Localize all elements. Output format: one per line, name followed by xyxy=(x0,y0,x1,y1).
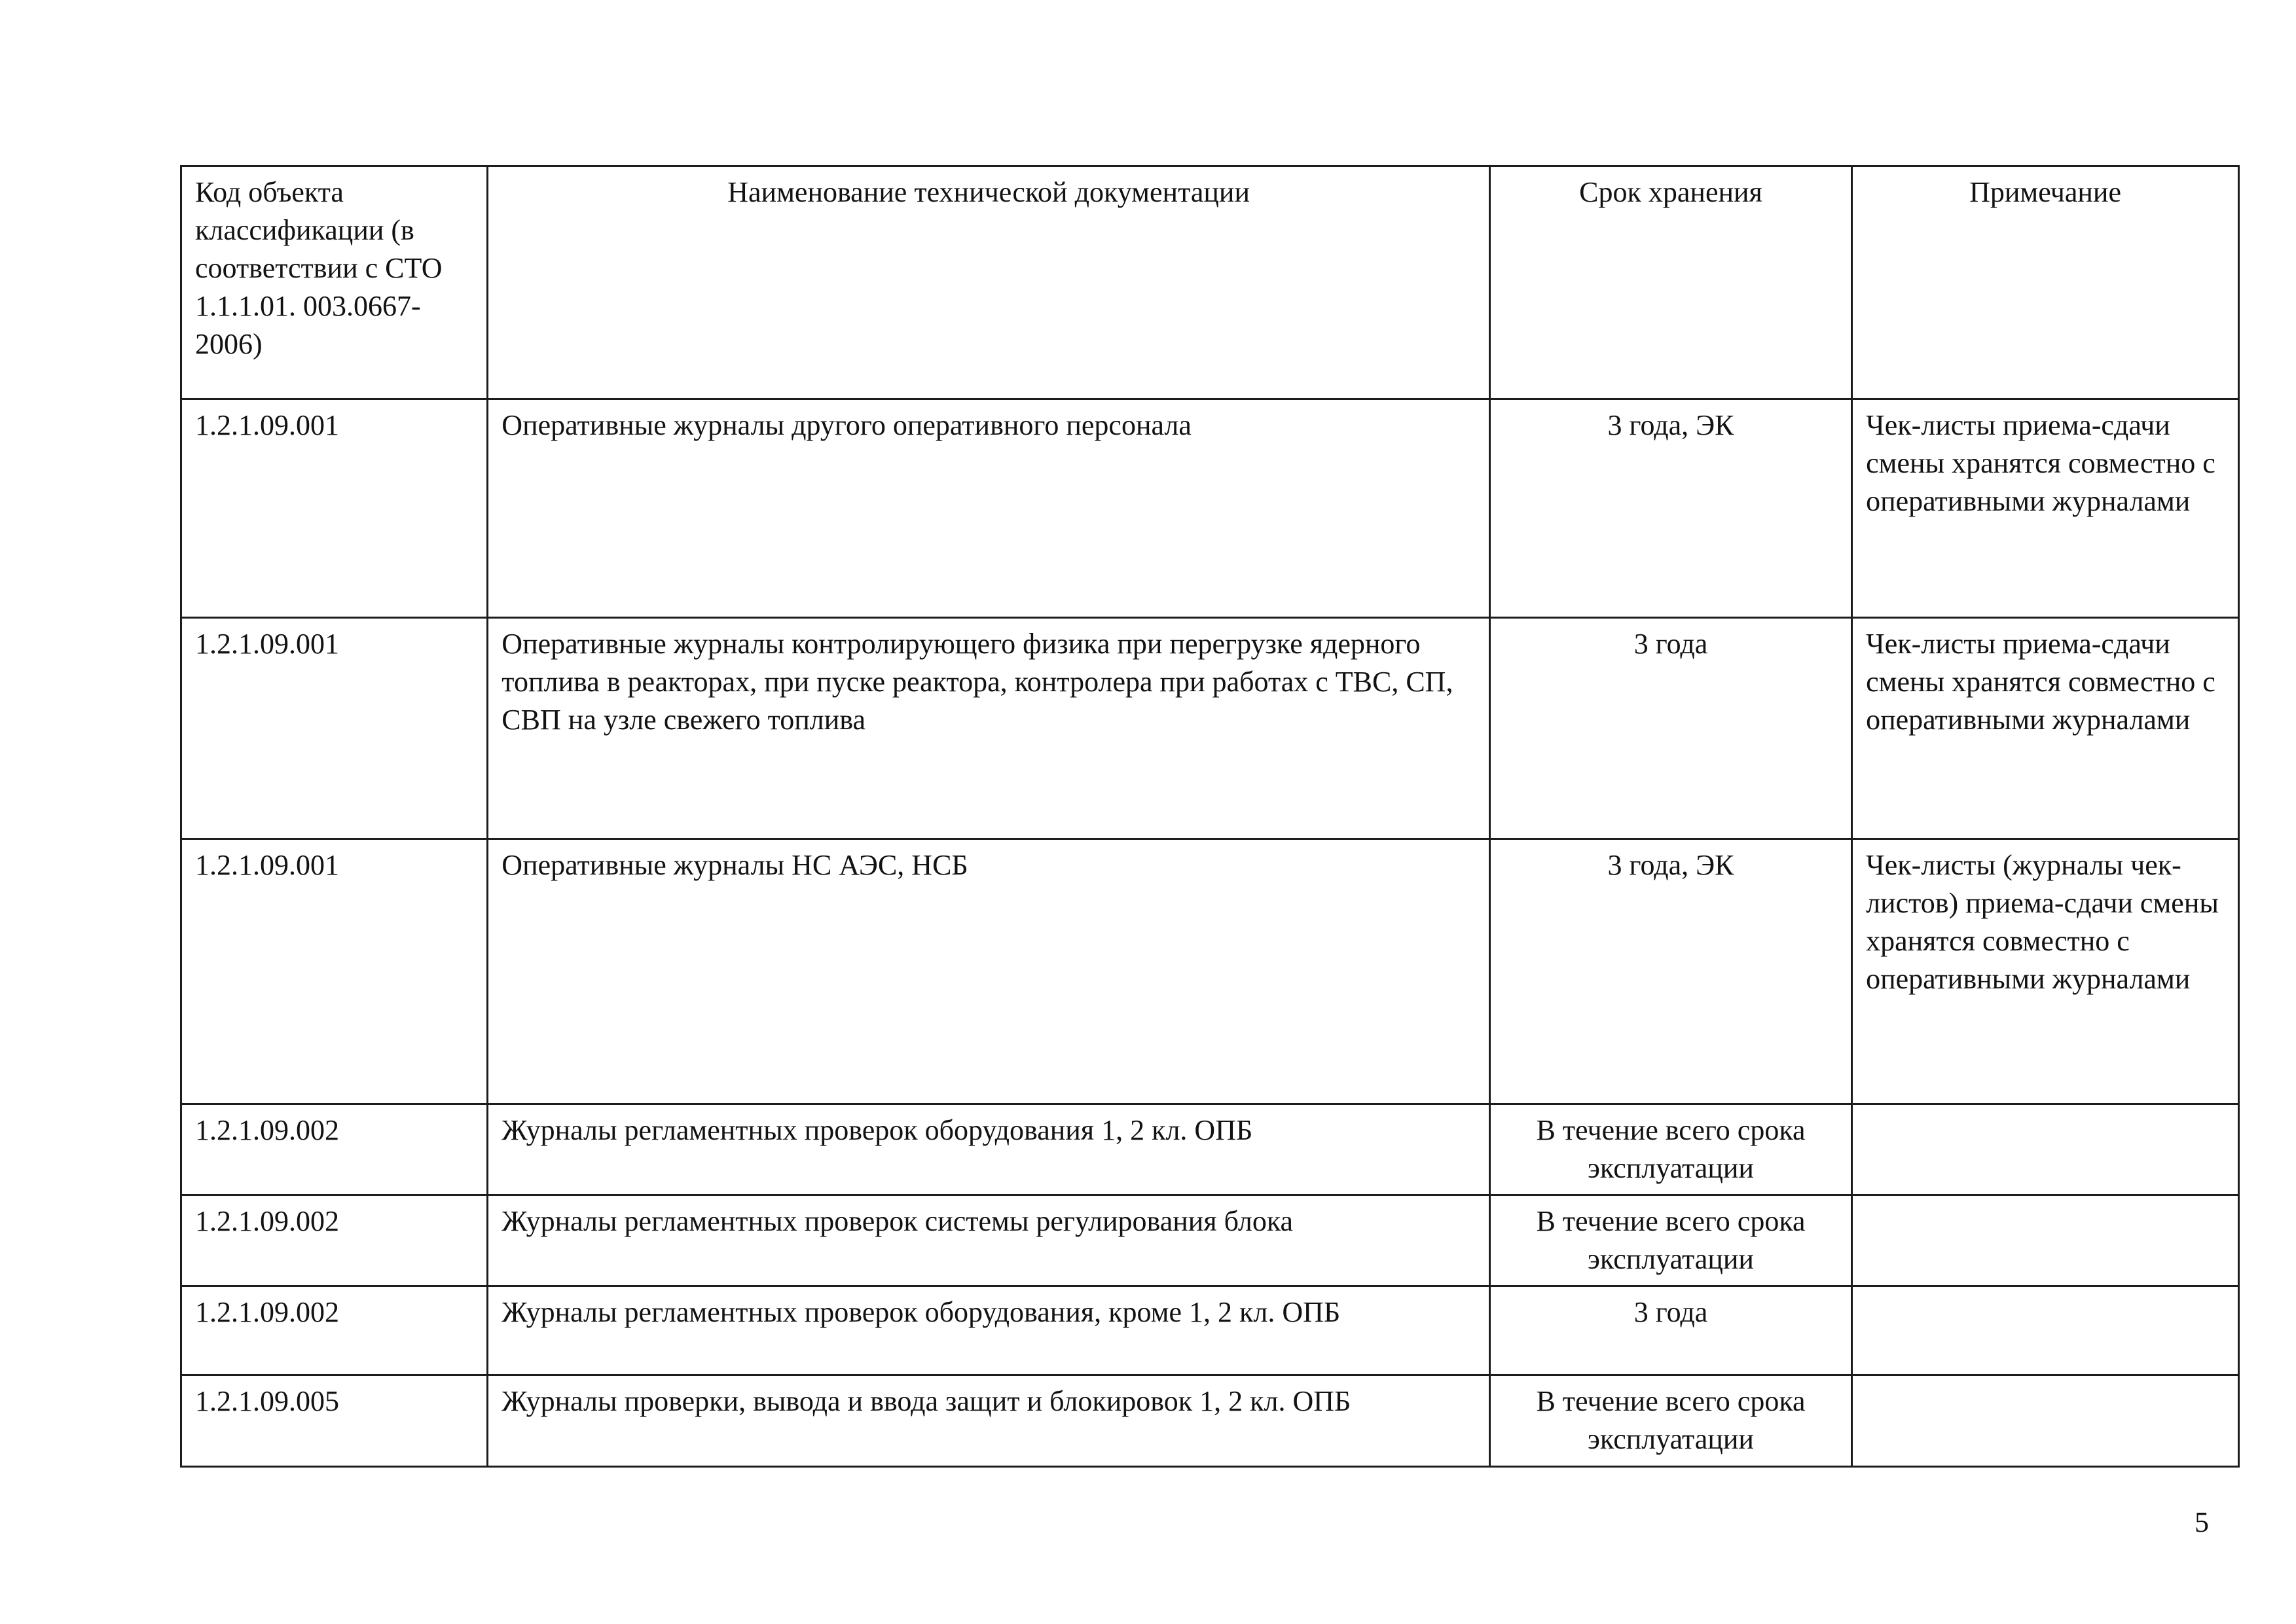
cell-name: Оперативные журналы НС АЭС, НСБ xyxy=(488,839,1490,1104)
col-header-note: Примечание xyxy=(1852,166,2239,399)
cell-note: Чек-листы (журналы чек-листов) приема-сдачи смены хранятся совместно с оперативными журналами xyxy=(1852,839,2239,1104)
table-header-row xyxy=(181,166,2239,399)
table-row xyxy=(181,1104,2239,1195)
cell-term: 3 года xyxy=(1489,1286,1851,1375)
cell-code: 1.2.1.09.002 xyxy=(181,1104,488,1195)
cell-note: Чек-листы приема-сдачи смены хранятся совместно с оперативными журналами xyxy=(1852,399,2239,618)
cell-note: Чек-листы приема-сдачи смены хранятся совместно с оперативными журналами xyxy=(1852,618,2239,839)
table-row xyxy=(181,1375,2239,1467)
table-row xyxy=(181,1195,2239,1286)
cell-note xyxy=(1852,1104,2239,1195)
cell-term: В течение всего срока эксплуатации xyxy=(1489,1195,1851,1286)
table-row xyxy=(181,1286,2239,1375)
cell-note xyxy=(1852,1286,2239,1375)
cell-code: 1.2.1.09.001 xyxy=(181,618,488,839)
col-header-code: Код объекта классификации (в соответствии с СТО 1.1.1.01. 003.0667-2006) xyxy=(181,166,488,399)
cell-term: 3 года, ЭК xyxy=(1489,839,1851,1104)
cell-name: Журналы регламентных проверок оборудования 1, 2 кл. ОПБ xyxy=(488,1104,1490,1195)
col-header-name: Наименование технической документации xyxy=(488,166,1490,399)
cell-name: Журналы регламентных проверок системы регулирования блока xyxy=(488,1195,1490,1286)
table-row xyxy=(181,618,2239,839)
cell-name: Оперативные журналы контролирующего физика при перегрузке ядерного топлива в реакторах, при пуске реактора, контролера при работах с ТВС, СП, СВП на узле свежего топлива xyxy=(488,618,1490,839)
cell-term: 3 года, ЭК xyxy=(1489,399,1851,618)
page-number: 5 xyxy=(2195,1506,2209,1538)
cell-code: 1.2.1.09.005 xyxy=(181,1375,488,1467)
cell-code: 1.2.1.09.001 xyxy=(181,839,488,1104)
cell-name: Журналы регламентных проверок оборудования, кроме 1, 2 кл. ОПБ xyxy=(488,1286,1490,1375)
cell-code: 1.2.1.09.002 xyxy=(181,1286,488,1375)
cell-code: 1.2.1.09.001 xyxy=(181,399,488,618)
cell-note xyxy=(1852,1375,2239,1467)
cell-term: В течение всего срока эксплуатации xyxy=(1489,1375,1851,1467)
table-row xyxy=(181,839,2239,1104)
table-row xyxy=(181,399,2239,618)
cell-name: Журналы проверки, вывода и ввода защит и блокировок 1, 2 кл. ОПБ xyxy=(488,1375,1490,1467)
col-header-term: Срок хранения xyxy=(1489,166,1851,399)
cell-name: Оперативные журналы другого оперативного персонала xyxy=(488,399,1490,618)
cell-term: 3 года xyxy=(1489,618,1851,839)
cell-note xyxy=(1852,1195,2239,1286)
cell-code: 1.2.1.09.002 xyxy=(181,1195,488,1286)
cell-term: В течение всего срока эксплуатации xyxy=(1489,1104,1851,1195)
retention-table xyxy=(180,165,2240,1468)
